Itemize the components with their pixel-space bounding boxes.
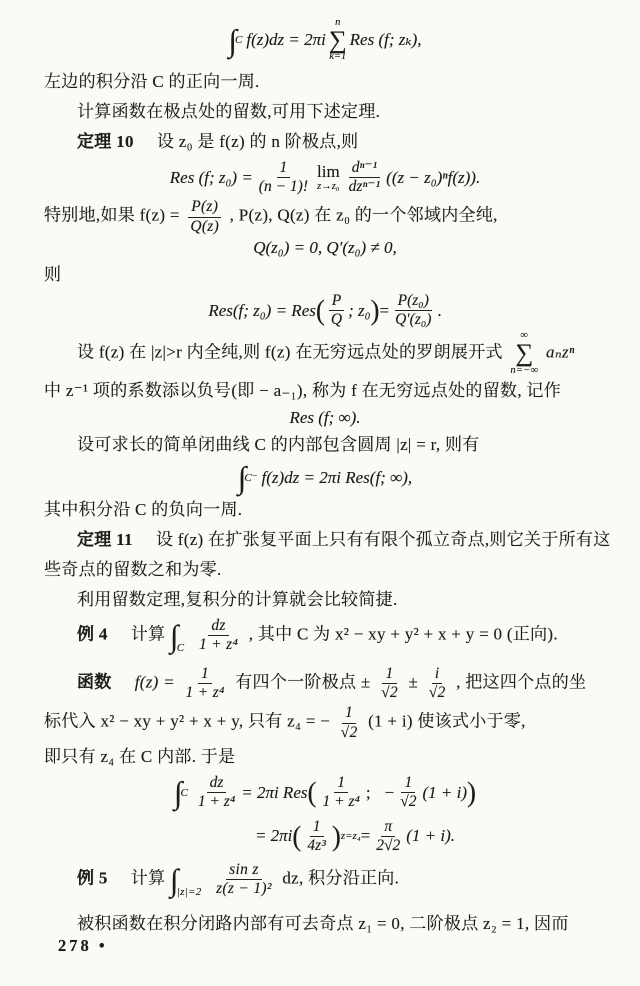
right-paren: )	[467, 776, 476, 809]
paragraph-negative-direction: 其中积分沿 C 的负向一周.	[44, 500, 243, 520]
fraction	[378, 665, 401, 703]
formula-rhs: f(z)dz = 2πi Res(f; ∞),	[261, 467, 413, 487]
fraction	[426, 665, 449, 703]
numerator: dz	[208, 617, 228, 636]
numerator: 1	[334, 774, 348, 793]
sigma-symbol: ∑	[328, 26, 347, 54]
formula-res-infinity-integral	[44, 460, 606, 496]
numerator: sin z	[226, 861, 262, 880]
theorem-10	[44, 127, 606, 157]
formula-lhs: Res(f; z₀) = Res	[208, 300, 316, 320]
text: 标代入 x² − xy + y² + x + y, 只有 z₄ = −	[44, 712, 331, 732]
formula-lhs: f(z)dz = 2πi	[246, 30, 326, 50]
denominator: Q′(z₀)	[395, 311, 432, 329]
integral-icon: ∫	[173, 775, 183, 811]
numerator: 1	[382, 665, 396, 684]
text: , P(z), Q(z) 在 z₀ 的一个邻域内全纯,	[229, 206, 498, 225]
fraction-integrand	[195, 774, 238, 812]
equals-sign: =	[379, 300, 390, 320]
fraction-integrand	[213, 861, 275, 899]
numerator: π	[381, 818, 395, 837]
denominator: (n − 1)!	[258, 178, 308, 196]
formula-mid: ; z₀	[348, 300, 371, 320]
formula-rhs: Res (f; zₖ),	[349, 30, 422, 50]
example-4-label: 例 4	[77, 624, 108, 644]
integral-bound: C⁻	[244, 472, 258, 485]
fraction-result	[373, 818, 403, 856]
integral-icon: ∫	[169, 862, 179, 898]
paragraph-compute-residue: 计算函数在极点处的留数,可用下述定理.	[77, 101, 381, 121]
sum-lower-limit: k=1	[329, 51, 347, 63]
text: 设 f(z) 在 |z|>r 内全纯,则 f(z) 在无穷远点处的罗朗展开式	[77, 342, 503, 362]
formula-tail: (1 + i).	[406, 826, 456, 846]
theorem-10-label: 定理 10	[77, 131, 134, 151]
formula-Q-conditions: Q(z₀) = 0, Q′(z₀) ≠ 0,	[253, 237, 397, 257]
evaluated-at-subscript: z=z₄	[340, 830, 361, 843]
example-5-solution: 被积函数在积分闭路内部有可去奇点 z₁ = 0, 二阶极点 z₂ = 1, 因而	[77, 913, 569, 933]
text: , 其中 C 为 x² − xy + y² + x + y = 0 (正向).	[248, 624, 558, 644]
numerator: 1	[198, 665, 212, 684]
sum-upper-limit: ∞	[520, 330, 529, 342]
paragraph-using-residue-theorem: 利用留数定理,复积分的计算就会比较简捷.	[77, 590, 398, 610]
left-paren: (	[307, 776, 317, 809]
summation-icon	[510, 331, 538, 376]
example-5-statement	[44, 861, 606, 907]
numerator: dⁿ⁻¹	[349, 159, 380, 178]
numerator: 1	[342, 704, 356, 723]
example-4-solution-line1	[44, 665, 606, 703]
left-paren: (	[292, 820, 302, 852]
semicolon: ;	[365, 782, 371, 802]
integral-icon: ∫	[228, 22, 237, 58]
sigma-symbol: ∑	[515, 339, 534, 367]
formula-mid: = 2πi Res	[241, 782, 308, 802]
page-number: 278 •	[58, 936, 108, 955]
denominator: Q	[330, 311, 343, 329]
minus-sign: −	[384, 782, 395, 802]
theorem-11-label: 定理 11	[77, 530, 133, 550]
numerator: P	[329, 292, 344, 311]
paragraph-special-case	[44, 198, 606, 236]
paragraph-coefficient: 中 z⁻¹ 项的系数添以负号(即 − a₋₁), 称为 f 在无穷远点处的留数, 记作	[44, 381, 562, 401]
formula-pole-residue	[44, 159, 606, 197]
fraction-integrand	[196, 617, 241, 655]
paragraph-laurent	[44, 331, 606, 376]
left-paren: (	[315, 294, 325, 326]
period: .	[437, 300, 442, 320]
denominator: √2	[400, 793, 417, 811]
example-4-solution-line3: 即只有 z₄ 在 C 内部. 于是	[44, 747, 236, 766]
integral-bound: C	[180, 786, 188, 799]
integral-icon: ∫	[237, 460, 247, 496]
text: (1 + i) 使该式小于零,	[368, 712, 526, 732]
theorem-11-continuation: 些奇点的留数之和为零.	[44, 560, 222, 580]
example-4-statement	[44, 617, 606, 663]
lim-symbol: lim	[317, 162, 340, 182]
text: 特别地,如果 f(z) =	[44, 206, 180, 225]
sum-lower-limit: n=−∞	[510, 364, 539, 376]
fraction-PQ	[328, 292, 345, 330]
text: dz, 积分沿正向.	[282, 868, 400, 888]
plus-minus-sign: ±	[408, 672, 419, 692]
series-term: aₙzⁿ	[546, 342, 575, 362]
formula-tail: (1 + i)	[422, 782, 467, 802]
integral-icon: ∫	[169, 618, 179, 654]
fraction	[338, 704, 361, 742]
equals-sign: =	[360, 826, 371, 846]
formula-rhs: ((z − z₀)ⁿf(z)).	[386, 167, 481, 187]
paragraph-positive-direction: 左边的积分沿 C 的正向一周.	[44, 71, 260, 91]
theorem-11-text: 设 f(z) 在扩张复平面上只有有限个孤立奇点,则它关于所有这	[155, 530, 611, 550]
summation-icon	[329, 18, 347, 63]
fraction	[182, 665, 227, 703]
text: 有四个一阶极点 ±	[235, 672, 371, 692]
integral-bound: |z|=2	[176, 885, 202, 898]
formula-res-infinity-notation: Res (f; ∞).	[289, 408, 361, 428]
denominator: dzⁿ⁻¹	[348, 178, 381, 196]
lim-subscript: z→z₀	[317, 180, 340, 192]
denominator: 2√2	[376, 836, 401, 854]
denominator: z(z − 1)²	[216, 880, 272, 898]
paragraph-rectifiable-curve: 设可求长的简单闭曲线 C 的内部包含圆周 |z| = r, 则有	[77, 435, 480, 455]
sum-upper-limit: n	[335, 17, 341, 28]
denominator: √2	[340, 723, 358, 741]
paragraph-then: 则	[44, 264, 62, 284]
numerator: 1	[310, 818, 324, 837]
denominator: 1 + z⁴	[198, 636, 239, 654]
denominator: 1 + z⁴	[185, 684, 225, 702]
right-paren: )	[370, 294, 380, 326]
example-4-equation-2	[104, 818, 606, 856]
formula-lhs: Res (f; z₀) =	[169, 167, 253, 187]
numerator: i	[432, 665, 443, 684]
numerator: 1	[277, 159, 291, 178]
example-4-equation-1	[44, 774, 606, 812]
denominator: 4z³	[307, 836, 326, 854]
text: f(z) =	[134, 672, 175, 692]
fraction-PQ	[187, 198, 222, 236]
numerator: P(z)	[188, 198, 221, 217]
example-4-solution-line2	[44, 704, 606, 742]
denominator: Q(z)	[190, 217, 220, 235]
formula-lhs: = 2πi	[254, 826, 293, 846]
integral-bound: C	[235, 34, 243, 47]
fraction	[319, 774, 362, 812]
formula-residue-theorem	[44, 18, 606, 63]
fraction-result	[392, 292, 434, 330]
text: 计算	[130, 868, 166, 888]
denominator: 1 + z⁴	[322, 793, 360, 811]
numerator: 1	[401, 774, 415, 793]
denominator: 1 + z⁴	[197, 793, 236, 811]
numerator: P(z₀)	[395, 292, 432, 311]
text: , 把这四个点的坐	[456, 672, 587, 692]
theorem-10-text: 设 z₀ 是 f(z) 的 n 阶极点,则	[156, 131, 359, 151]
theorem-11	[44, 525, 611, 555]
text: 计算	[130, 624, 166, 644]
fraction	[397, 774, 419, 812]
fraction-derivative	[346, 159, 384, 197]
fraction	[256, 159, 311, 197]
denominator: √2	[428, 684, 446, 702]
integral-bound: C	[176, 641, 185, 654]
example-5-label: 例 5	[77, 868, 108, 888]
fraction	[304, 818, 328, 856]
text-function-label: 函数	[77, 672, 112, 692]
limit-operator	[317, 163, 340, 192]
formula-simple-pole	[44, 292, 606, 330]
right-paren: )	[331, 820, 341, 852]
denominator: √2	[381, 684, 398, 702]
numerator: dz	[207, 774, 227, 793]
